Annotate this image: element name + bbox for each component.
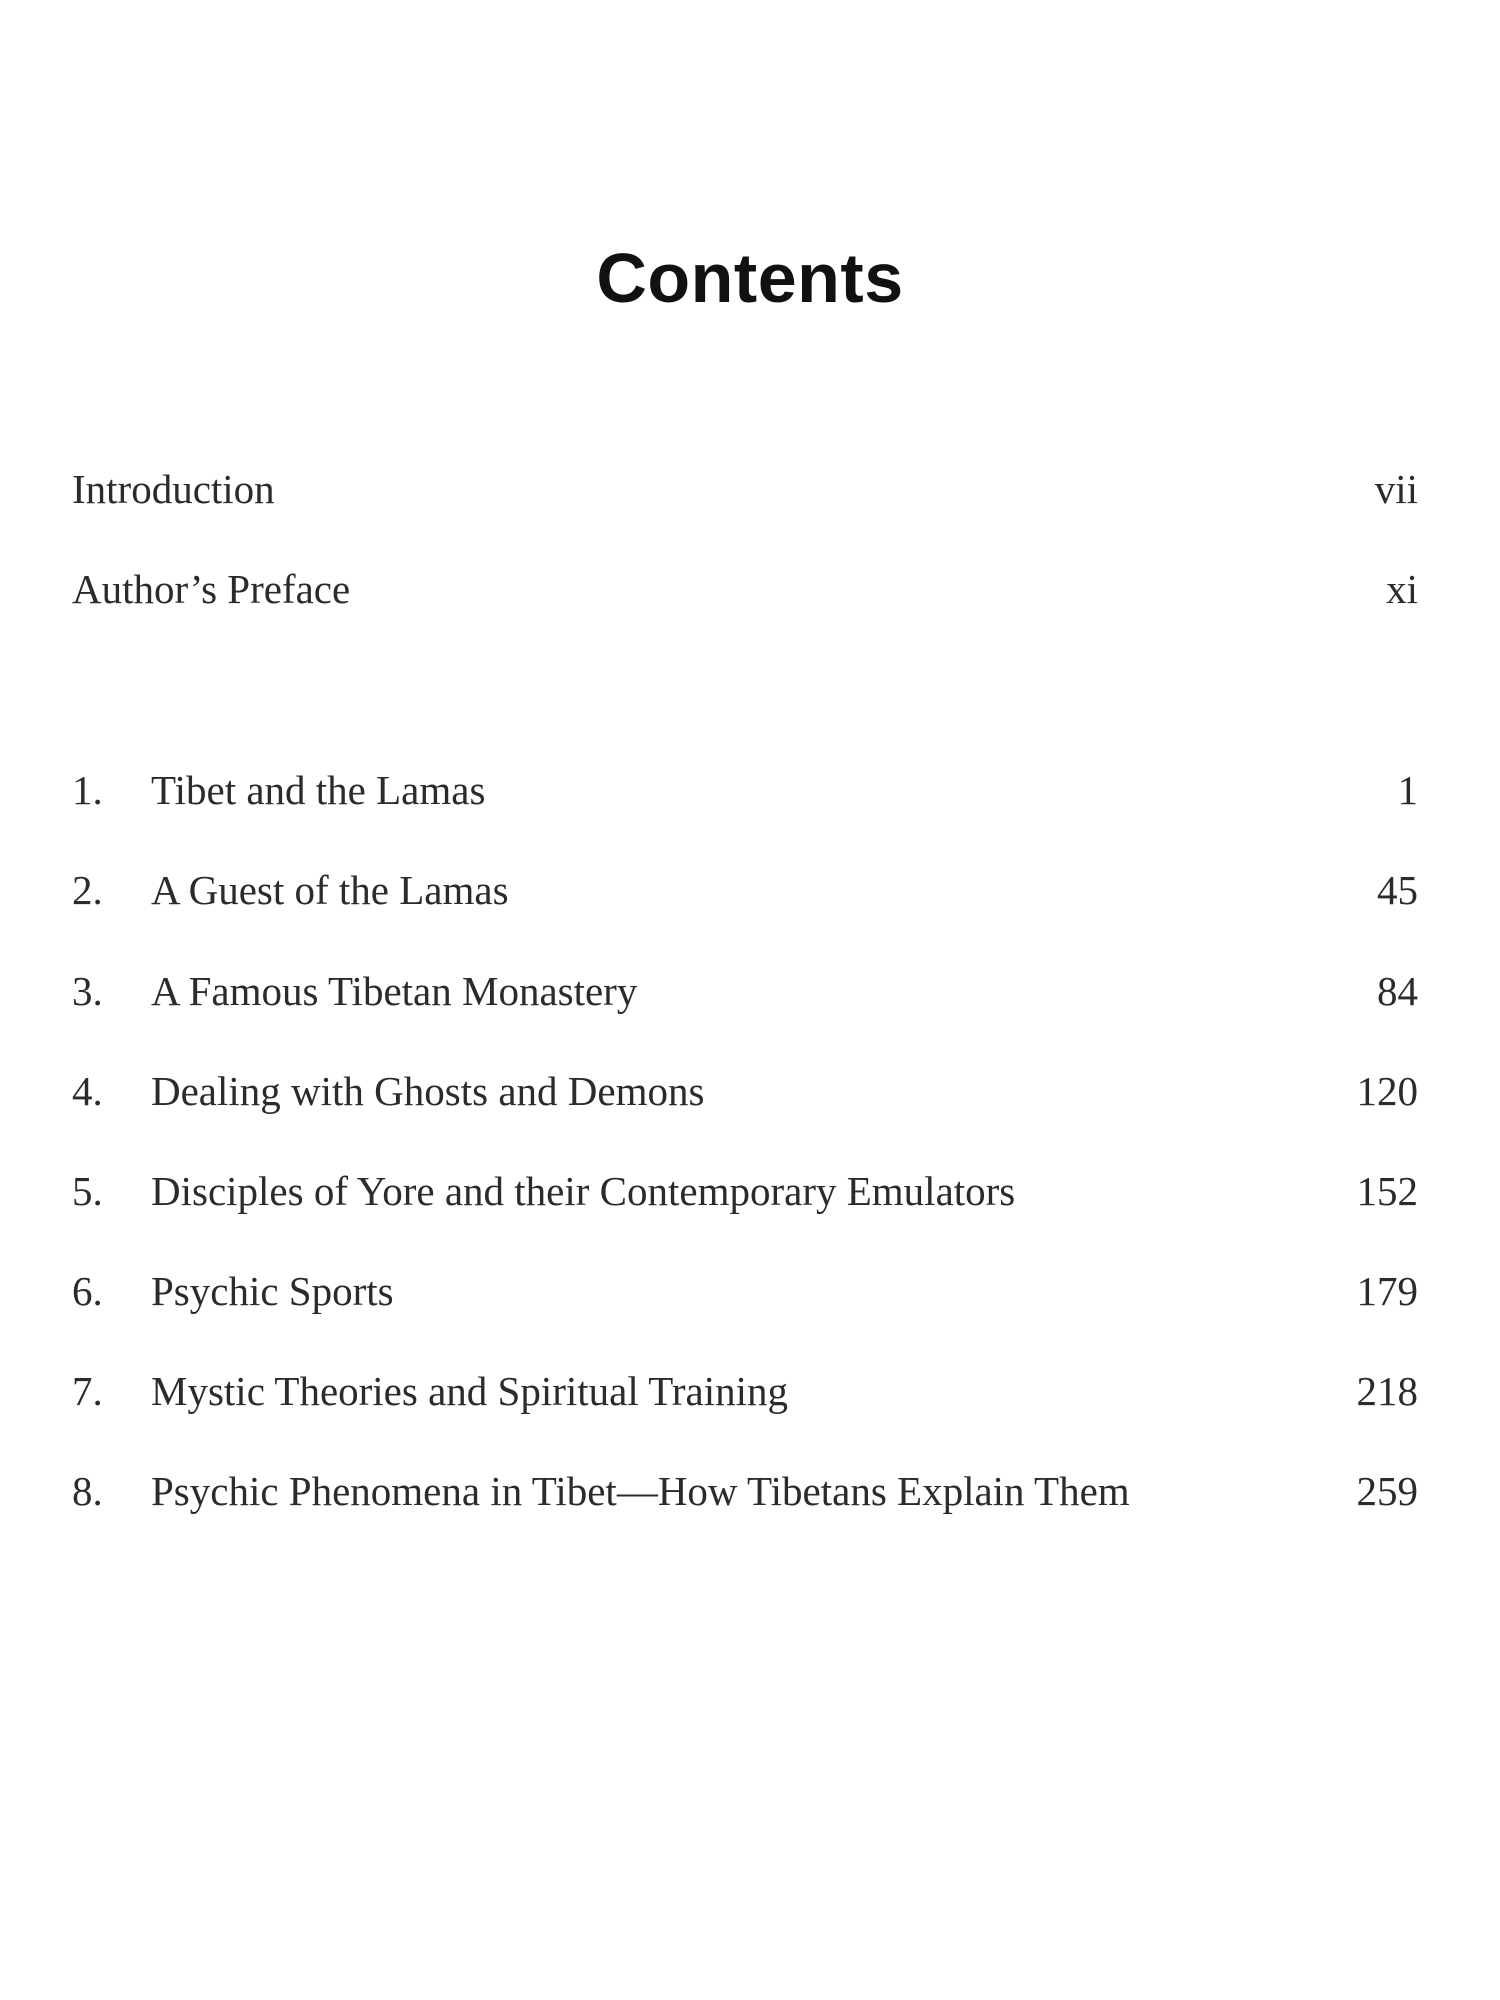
chapter-title: Psychic Phenomena in Tibet—How Tibetans Explain Them	[151, 1468, 1130, 1514]
chapter-title: A Guest of the Lamas	[151, 867, 509, 913]
chapter-title: Mystic Theories and Spiritual Training	[151, 1368, 789, 1414]
entry-page-number: 259	[1356, 1468, 1418, 1514]
chapter-number: 6.	[72, 1268, 103, 1314]
chapter-title: Psychic Sports	[151, 1268, 394, 1314]
entry-title: Introduction	[72, 466, 275, 512]
toc-entry-chapter-7[interactable]	[72, 1361, 1418, 1421]
chapter-number: 8.	[72, 1468, 103, 1514]
chapter-number: 1.	[72, 767, 103, 813]
toc-entry-chapter-4[interactable]	[72, 1061, 1418, 1121]
chapter-number: 3.	[72, 968, 103, 1014]
chapter-number: 2.	[72, 867, 103, 913]
toc-entry-authors-preface[interactable]	[72, 559, 1418, 619]
entry-page-number: 120	[1356, 1068, 1418, 1114]
chapter-title: A Famous Tibetan Monastery	[151, 968, 638, 1014]
chapter-number: 5.	[72, 1168, 103, 1214]
chapter-title: Dealing with Ghosts and Demons	[151, 1068, 705, 1114]
entry-page-number: 84	[1377, 968, 1418, 1014]
entry-title: Author’s Preface	[72, 566, 351, 612]
chapter-title: Tibet and the Lamas	[151, 767, 486, 813]
toc-entry-chapter-5[interactable]	[72, 1161, 1418, 1221]
toc-entry-chapter-6[interactable]	[72, 1261, 1418, 1321]
chapter-number: 7.	[72, 1368, 103, 1414]
entry-page-number: 1	[1397, 767, 1418, 813]
entry-page-number: 152	[1356, 1168, 1418, 1214]
toc-entry-introduction[interactable]	[72, 459, 1418, 519]
chapter-title: Disciples of Yore and their Contemporary Emulators	[151, 1168, 1016, 1214]
toc-entry-chapter-1[interactable]	[72, 760, 1418, 820]
chapter-number: 4.	[72, 1068, 103, 1114]
entry-page-number: xi	[1386, 566, 1418, 612]
toc-entry-chapter-8[interactable]	[72, 1461, 1418, 1521]
page-title: Contents	[596, 239, 904, 317]
entry-page-number: vii	[1374, 466, 1418, 512]
entry-page-number: 45	[1377, 867, 1418, 913]
entry-page-number: 179	[1356, 1268, 1418, 1314]
toc-entry-chapter-3[interactable]	[72, 961, 1418, 1021]
toc-entry-chapter-2[interactable]	[72, 860, 1418, 920]
entry-page-number: 218	[1356, 1368, 1418, 1414]
